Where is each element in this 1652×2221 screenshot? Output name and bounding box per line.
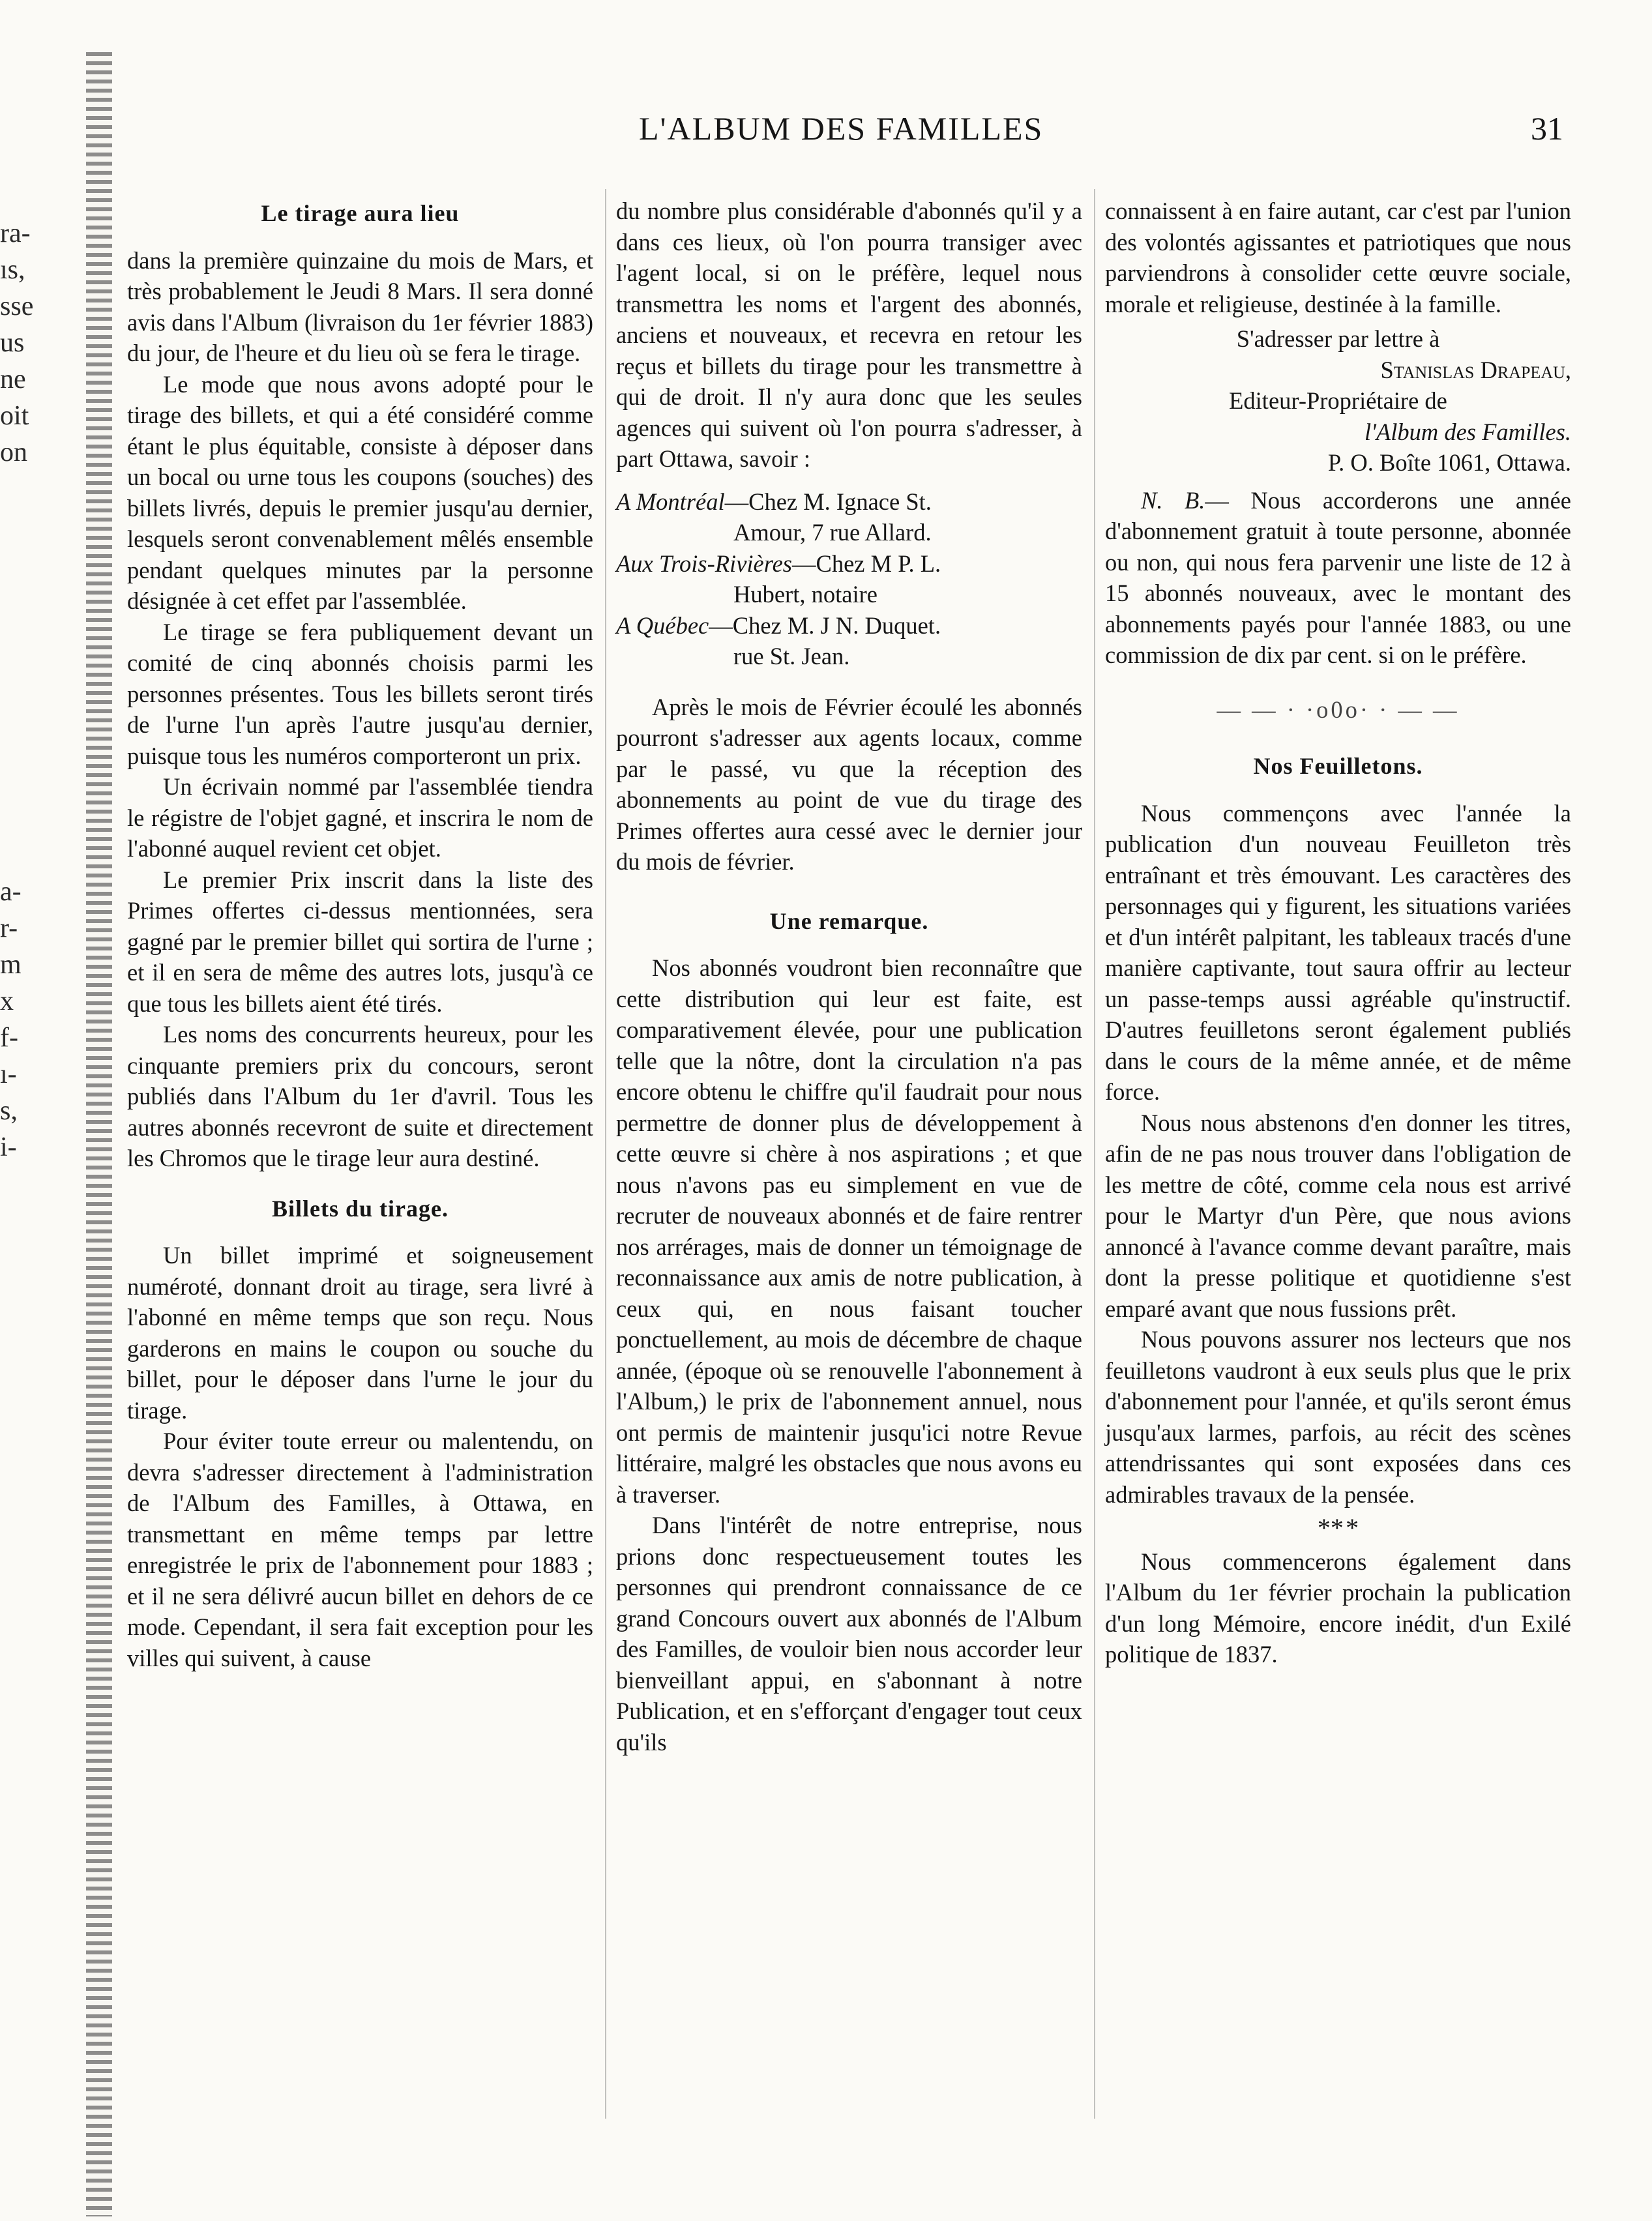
margin-fragment: f- [0,1023,18,1053]
margin-fragment: ne [0,364,26,394]
margin-fragment: on [0,437,27,467]
address-intro: S'adresser par lettre à [1236,325,1440,352]
agency-line: —Chez M. J N. Duquet. [709,611,941,639]
paragraph: Le mode que nous avons adopté pour le tirage des billets, et qui a été considéré comme étant le plus équitable, consiste à déposer dans un bocal ou urne tous les coupons (souches) des billets livrés, depuis le premier jusqu'au dernier, lesquels seront convenablement mêlés ensemble pendant quelques minutes par la personne désignée à cet effet par l'assemblée. [127,370,593,614]
agency-line: Hubert, notaire [733,581,878,608]
agency-city: A Québec [616,611,709,639]
agency-line: —Chez M P. L. [792,550,941,577]
left-margin-fragments [0,215,59,471]
agency-line: Amour, 7 rue Allard. [733,519,932,546]
left-margin-lower [0,874,59,1166]
margin-fragment: m [0,950,22,980]
margin-fragment: sse [0,291,34,321]
heading-remarque: Une remarque. [769,907,929,934]
asterism: ** * [1317,1513,1359,1542]
agency-trois-rivieres [616,548,1082,610]
agency-city: Aux Trois-Rivières [616,550,792,577]
agency-line: rue St. Jean. [733,643,850,669]
address-publication: l'Album des Familles. [1364,418,1571,445]
margin-fragment: ı- [0,1059,17,1089]
paragraph: Après le mois de Février écoulé les abonnés pourront s'adresser aux agents locaux, comme par le passé, vu que la réception des abonnements au point de vue du tirage des Primes offertes aura cessé avec le dernier jour du mois de février. [616,693,1082,875]
section-divider: — — · ·o0o· · — — [1217,696,1460,723]
paragraph: du nombre plus considérable d'abonnés qu'il y a dans ces lieux, où l'on pourra transiger avec l'agent local, si on le préfère, lequel nous transmettra les noms et l'argent des abonnés, anciens et nouveaux, et recevra en retour les reçus et billets du tirage pour les transmettre à qui de droit. Il n'y aura donc que les seules agences qui suivent où l'on pourra s'adresser, à part Ottawa, savoir : [616,198,1082,472]
paragraph: Nous commencerons également dans l'Album du 1er février prochain la publication d'un long Mémoire, encore inédit, d'un Exilé politique de 1837. [1105,1548,1571,1668]
paragraph: Nos abonnés voudront bien reconnaître que cette distribution qui leur est faite, est comparativement élevée, pour une publication telle que la nôtre, dont la circulation n'a pas encore obtenu le chiffre qu'il faudrait pour nous permettre de donner plus de développement à cette œuvre si chère à nos aspirations ; et que nous n'avons pas eu simplement en vue de recruter de nouveaux abonnés et de faire rentrer nos arrérages, mais de donner un témoignage de reconnaissance aux amis de notre publication, à ceux qui, en nous faisant toucher ponctuellement, au mois de décembre de chaque année, (époque où se renouvelle l'abonnement à l'Album,) le prix de l'abonnement annuel, nous ont permis de maintenir jusqu'ici notre Revue littéraire, malgré les obstacles que nous avons eu à traverser. [616,954,1082,1508]
agency-montreal [616,486,1082,548]
column-3 [1105,196,1571,1670]
column-rule [1094,189,1095,2119]
column-1 [127,196,593,1673]
margin-fragment: r- [0,913,18,943]
margin-fragment: us [0,328,25,358]
paragraph: Le tirage se fera publiquement devant un comité de cinq abonnés choisis parmi les personnes présentes. Tous les billets seront tirés de l'urne l'un après l'autre jusqu'au dernier, puisque tous les numéros comporteront un prix. [127,618,593,769]
agency-quebec [616,610,1082,672]
paragraph: Les noms des concurrents heureux, pour les cinquante premiers prix du concours, seront publiés dans l'Album du 1er d'avril. Tous les autres abonnés recevront de suite et directement les Chromos que le tirage leur aura destiné. [127,1021,593,1171]
nb-text: — Nous accorderons une année d'abonnement gratuit à toute personne, abonnée ou non, qui nous fera parvenir une liste de 12 à 15 abonnés nouveaux, avec le montant des abonnements payés pour l'année 1883, ou une commission de dix par cent. si on le préfère. [1105,486,1571,668]
agency-list [616,486,1082,672]
heading-feuilletons: Nos Feuilletons. [1253,753,1423,779]
margin-fragment: i- [0,1132,17,1162]
margin-fragment: s, [0,1096,18,1126]
column-rule [605,189,606,2119]
margin-fragment: ıs, [0,255,25,285]
column-2 [616,196,1082,1758]
address-box: P. O. Boîte 1061, Ottawa. [1327,449,1571,476]
paragraph: Nous commençons avec l'année la publication d'un nouveau Feuilleton très entraînant et très émouvant. Les caractères des personnages qui y figurent, les situations variées et d'un intérêt palpitant, les tableaux tracés d'une manière captivante, tout saura offrir au lecteur un passe-temps aussi agréable qu'instructif. D'autres feuilletons seront également publiés dans le cours de la même année, et de même force. [1105,799,1571,1105]
paragraph: Dans l'intérêt de notre entreprise, nous prions donc respectueusement toutes les personnes qui prendront connaissance de ce grand Concours ouvert aux abonnés de l'Album des Familles, de vouloir bien nous accorder leur bienveillant appui, en s'abonnant à notre Publication, et en s'efforçant d'engager tout ceux qu'ils [616,1512,1082,1756]
heading-billets: Billets du tirage. [272,1195,449,1222]
address-name: Stanislas Drapeau, [1380,356,1571,383]
nb-label: N. B. [1141,486,1205,514]
running-head: L'ALBUM DES FAMILLES [639,110,1044,147]
agency-city: A Montréal [616,488,725,515]
paragraph: Nous pouvons assurer nos lecteurs que nos feuilletons vaudront à eux seuls plus que le prix d'abonnement pour l'année, et qu'ils seront émus jusqu'aux larmes, parfois, au récit des scènes attendrissantes qui sont exposées dans ces admirables travaux de la pensée. [1105,1326,1571,1508]
paragraph: Le premier Prix inscrit dans la liste des Primes offertes ci-dessus mentionnées, sera gagné par le premier billet qui sortira de l'urne ; et il en sera de même des autres lots, jusqu'à ce que tous les billets aient été tirés. [127,866,593,1017]
nb-paragraph [1105,485,1571,671]
paragraph: Nous nous abstenons d'en donner les titres, afin de ne pas nous trouver dans l'obligation de les mettre de côté, comme cela nous est arrivé pour le Martyr d'un Père, que nous avions annoncé à l'avance comme devant paraître, mais dont la presse politique et quotidienne s'est emparé avant que nous fussions prêt. [1105,1109,1571,1322]
paragraph: connaissent à en faire autant, car c'est par l'union des volontés agissantes et patriotiques que nous parviendrons à consolider cette œuvre sociale, morale et religieuse, destinée à la famille. [1105,198,1571,317]
agency-line: —Chez M. Ignace St. [724,488,932,515]
address-title: Editeur-Propriétaire de [1229,387,1447,414]
margin-fragment: x [0,986,14,1016]
page-number: 31 [1531,110,1563,147]
margin-fragment: ra- [0,218,31,248]
page-header [0,110,1652,162]
paragraph: dans la première quinzaine du mois de Mars, et très probablement le Jeudi 8 Mars. Il sera donné avis dans l'Album (livraison du 1er février 1883) du jour, de l'heure et du lieu où se fera le tirage. [127,246,593,366]
margin-fragment: a- [0,877,22,907]
paragraph: Pour éviter toute erreur ou malentendu, on devra s'adresser directement à l'administration de l'Album des Familles, à Ottawa, en transmettant en même temps par lettre enregistrée le prix de l'abonnement pour 1883 ; et il ne sera délivré aucun billet en dehors de ce mode. Cependant, il sera fait exception pour les villes qui suivent, à cause [127,1428,593,1671]
binding-gutter [86,52,112,2216]
heading-tirage: Le tirage aura lieu [261,200,460,226]
margin-fragment: oit [0,401,29,431]
paragraph: Un billet imprimé et soigneusement numéroté, donnant droit au tirage, sera livré à l'abonné en même temps que son reçu. Nous garderons en mains le coupon ou souche du billet, pour le déposer dans l'urne le jour du tirage. [127,1242,593,1424]
paragraph: Un écrivain nommé par l'assemblée tiendra le régistre de l'objet gagné, et inscrira le nom de l'abonné auquel revient cet objet. [127,773,593,862]
